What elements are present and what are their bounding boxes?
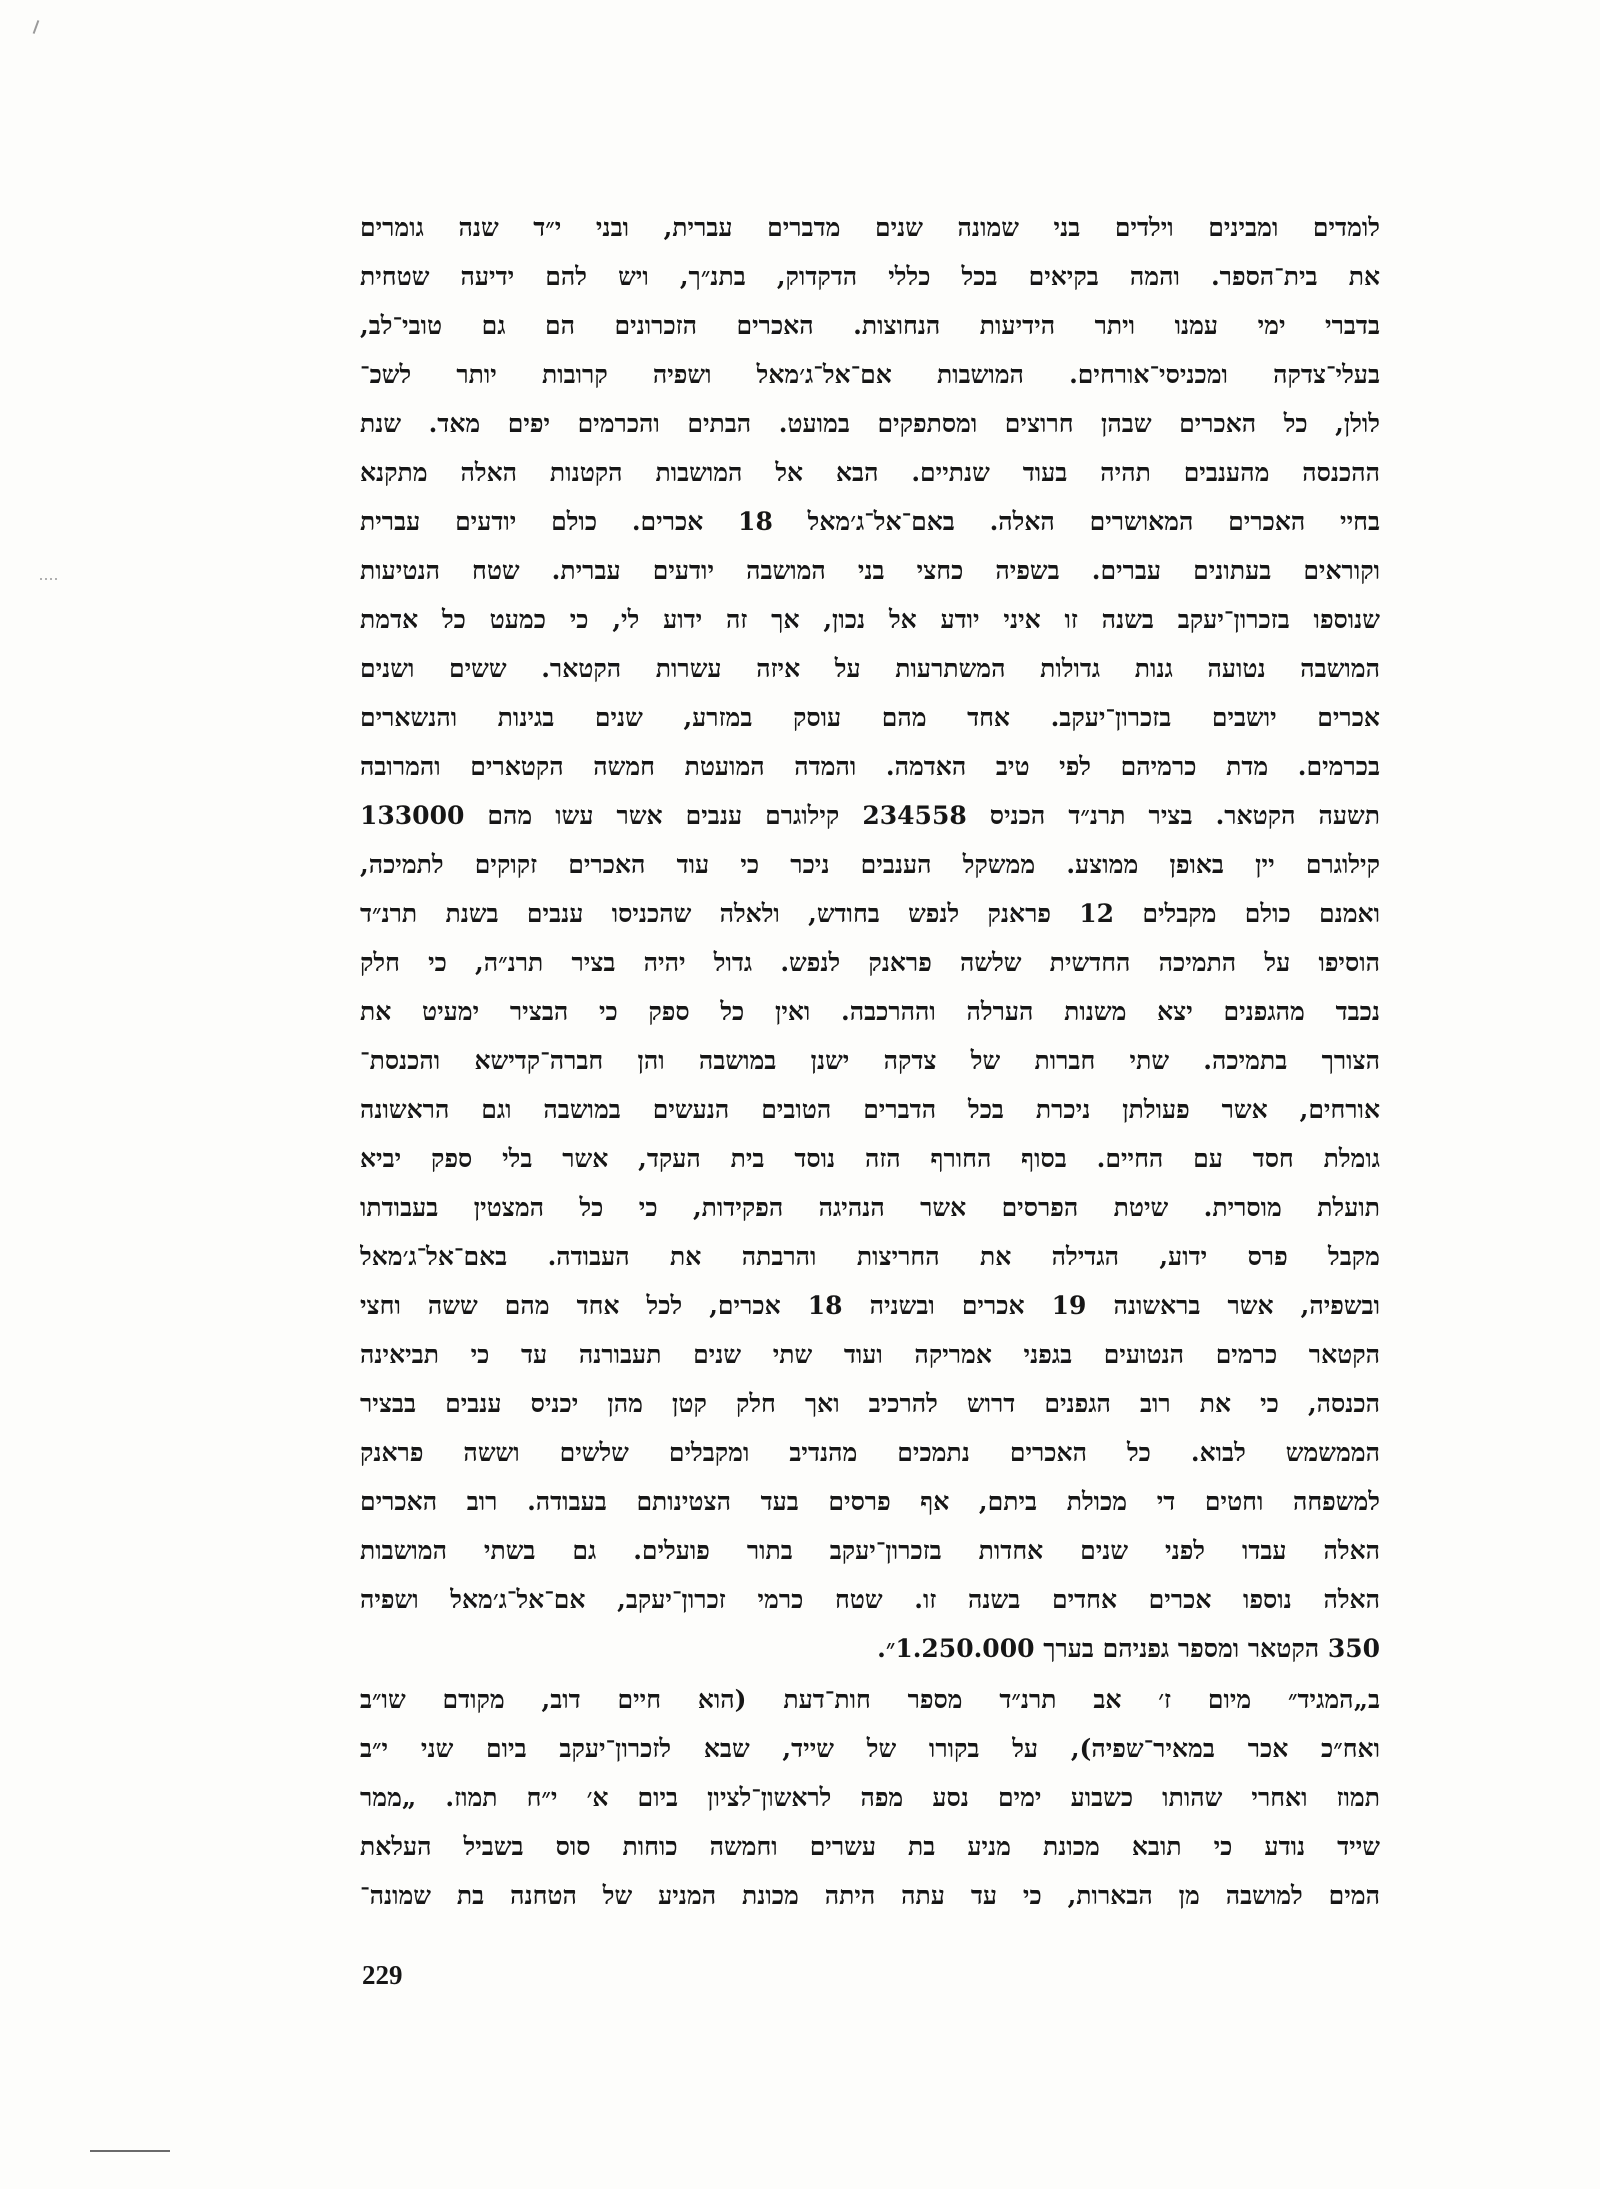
text-line: וקוראים בעתונים עברים. בשפיה כחצי בני המושבה יודעים עברית. שטח הנטיעות [360, 556, 1380, 585]
text-line: ואמנם כולם מקבלים 12 פראנק לנפש בחודש, ולאלה שהכניסו ענבים בשנת תרנ״ד [360, 899, 1380, 928]
text-line: ההכנסה מהענבים תהיה בעוד שנתיים. הבא אל המושבות הקטנות האלה מתקנא [360, 458, 1380, 487]
text-line: תועלת מוסרית. שיטת הפרסים אשר הנהיגה הפקידות, כי כל המצטין בעבודתו [360, 1193, 1380, 1222]
text-line: שנוספו בזכרון־יעקב בשנה זו איני יודע אל נכון, אך זה ידוע לי, כי כמעט כל אדמת [360, 605, 1380, 634]
text-line: הקטאר כרמים הנטועים בגפני אמריקה ועוד שתי שנים תעבורנה עד כי תביאינה [360, 1340, 1380, 1369]
text-line: אכרים יושבים בזכרון־יעקב. אחד מהם עוסק במזרע, שנים בגינות והנשארים [360, 703, 1380, 732]
text-line: המושבה נטועה גנות גדולות המשתרעות על איזה עשרות הקטאר. ששים ושנים [360, 654, 1380, 683]
text-line: אורחים, אשר פעולתן ניכרת בכל הדברים הטובים הנעשים במושבה וגם הראשונה [360, 1095, 1380, 1124]
text-line: האלה עבדו לפני שנים אחדות בזכרון־יעקב בתור פועלים. גם בשתי המושבות [360, 1536, 1380, 1565]
page-number: 229 [362, 1960, 403, 1990]
text-line: בעלי־צדקה ומכניסי־אורחים. המושבות אם־אל־ג׳מאל ושפיה קרובות יותר לשכ־ [360, 360, 1380, 389]
scan-mark-top [33, 20, 40, 34]
text-line: הוסיפו על התמיכה החדשית שלשה פראנק לנפש. גדול יהיה בציר תרנ״ה, כי חלק [360, 948, 1380, 977]
text-line: הממשמש לבוא. כל האכרים נתמכים מהנדיב ומקבלים שלשים וששה פראנק [360, 1438, 1380, 1467]
text-line: שייד נודע כי תובא מכונת מניע בת עשרים וחמשה כוחות סוס בשביל העלאת [360, 1832, 1380, 1861]
text-line: לומדים ומבינים וילדים בני שמונה שנים מדברים עברית, ובני י״ד שנה גומרים [360, 213, 1380, 242]
text-line: הכנסה, כי את רוב הגפנים דרוש להרכיב ואך חלק קטן מהן יכניס ענבים בבציר [360, 1389, 1380, 1418]
text-line: ובשפיה, אשר בראשונה 19 אכרים ובשניה 18 אכרים, לכל אחד מהם ששה וחצי [360, 1291, 1380, 1320]
text-line: האלה נוספו אכרים אחדים בשנה זו. שטח כרמי זכרון־יעקב, אם־אל־ג׳מאל ושפיה [360, 1585, 1380, 1614]
text-line: הצורך בתמיכה. שתי חברות של צדקה ישנן במושבה והן חברה־קדישא והכנסת־ [360, 1046, 1380, 1075]
text-line: תמוז ואחרי שהותו כשבוע ימים נסע מפה לראשון־לציון ביום א׳ י״ח תמוז. „ממר [360, 1783, 1380, 1812]
text-line: מקבל פרס ידוע, הגדילה את החריצות והרבתה את העבודה. באם־אל־ג׳מאל [360, 1242, 1380, 1271]
text-line: בחיי האכרים המאושרים האלה. באם־אל־ג׳מאל 18 אכרים. כולם יודעים עברית [360, 507, 1380, 536]
text-line: ב„המגיד״ מיום ז׳ אב תרנ״ד מספר חות־דעת (הוא חיים דוב, מקודם שו״ב [360, 1685, 1380, 1714]
scan-mark-dots [40, 578, 60, 580]
text-line: לולן, כל האכרים שבהן חרוצים ומסתפקים במועט. הבתים והכרמים יפים מאד. שנת [360, 409, 1380, 438]
text-line: קילוגרם יין באופן ממוצע. ממשקל הענבים ניכר כי עוד האכרים זקוקים לתמיכה, [360, 850, 1380, 879]
text-line: נכבד מהגפנים יצא משנות הערלה וההרכבה. ואין כל ספק כי הבציר ימעיט את [360, 997, 1380, 1026]
scan-mark-bottom [90, 2150, 170, 2152]
text-line: למשפחה וחטים די מכולת ביתם, אף פרסים בעד הצטינותם בעבודה. רוב האכרים [360, 1487, 1380, 1516]
paragraph-1 [360, 203, 1380, 1673]
text-line: תשעה הקטאר. בציר תרנ״ד הכניס 234558 קילוגרם ענבים אשר עשו מהם 133000 [360, 801, 1380, 830]
text-line-last: 350 הקטאר ומספר גפניהם בערך 1.250.000״. [877, 1634, 1380, 1663]
text-line: גומלת חסד עם החיים. בסוף החורף הזה נוסד בית העקד, אשר בלי ספק יביא [360, 1144, 1380, 1173]
text-line: בדברי ימי עמנו ויתר הידיעות הנחוצות. האכרים הזכרונים הם גם טובי־לב, [360, 311, 1380, 340]
text-line: המים למושבה מן הבארות, כי עד עתה היתה מכונת המניע של הטחנה בת שמונה־ [360, 1881, 1380, 1910]
text-line: בכרמים. מדת כרמיהם לפי טיב האדמה. והמדה המועטת חמשה הקטארים והמרובה [360, 752, 1380, 781]
text-line: ואח״כ אכר במאיר־שפיה), על בקורו של שייד, שבא לזכרון־יעקב ביום שני י״ב [360, 1734, 1380, 1763]
paragraph-2 [360, 1675, 1380, 1920]
text-line: את בית־הספר. והמה בקיאים בכל כללי הדקדוק, בתנ״ך, ויש להם ידיעה שטחית [360, 262, 1380, 291]
